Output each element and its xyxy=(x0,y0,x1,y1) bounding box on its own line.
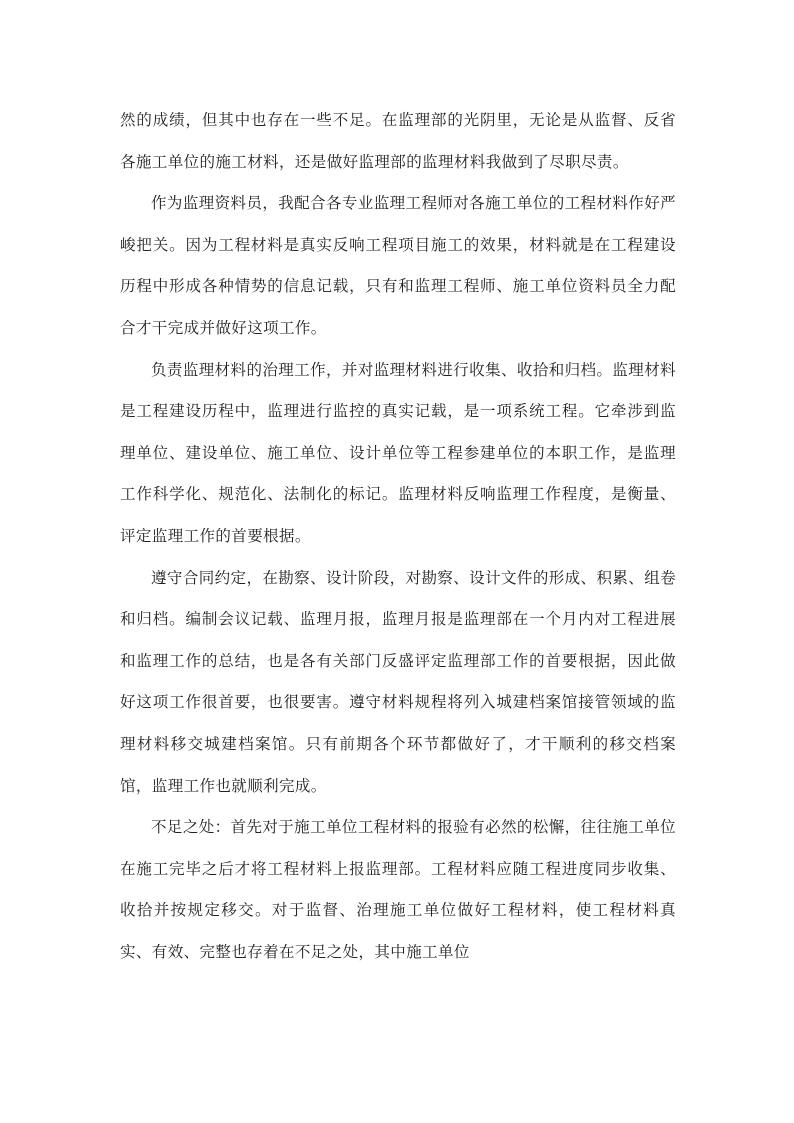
paragraph-5: 不足之处：首先对于施工单位工程材料的报验有必然的松懈，往往施工单位在施工完毕之后才将工程材料上报监理部。工程材料应随工程进度同步收集、收拾并按规定移交。对于监督、治理施工单位做好工程材料，使工程材料真实、有效、完整也存着在不足之处，其中施工单位 xyxy=(120,818,676,961)
paragraph-1: 然的成绩，但其中也存在一些不足。在监理部的光阴里，无论是从监督、反省各施工单位的施工材料，还是做好监理部的监理材料我做到了尽职尽责。 xyxy=(120,111,676,171)
paragraph-4: 遵守合同约定，在勘察、设计阶段，对勘察、设计文件的形成、积累、组卷和归档。编制会议记载、监理月报，监理月报是监理部在一个月内对工程进展和监理工作的总结，也是各有关部门反盛评定监理部工作的首要根据，因此做好这项工作很首要，也很要害。遵守材料规程将列入城建档案馆接管领域的监理材料移交城建档案馆。只有前期各个环节都做好了，才干顺利的移交档案馆，监理工作也就顺利完成。 xyxy=(120,568,676,795)
document-body xyxy=(120,100,676,973)
paragraph-3: 负责监理材料的治理工作，并对监理材料进行收集、收拾和归档。监理材料是工程建设历程中，监理进行监控的真实记载，是一项系统工程。它牵涉到监理单位、建设单位、施工单位、设计单位等工程参建单位的本职工作，是监理工作科学化、规范化、法制化的标记。监理材料反响监理工作程度，是衡量、评定监理工作的首要根据。 xyxy=(120,360,676,545)
paragraph-2: 作为监理资料员，我配合各专业监理工程师对各施工单位的工程材料作好严峻把关。因为工程材料是真实反响工程项目施工的效果，材料就是在工程建设历程中形成各种情势的信息记载，只有和监理工程师、施工单位资料员全力配合才干完成并做好这项工作。 xyxy=(120,194,676,337)
